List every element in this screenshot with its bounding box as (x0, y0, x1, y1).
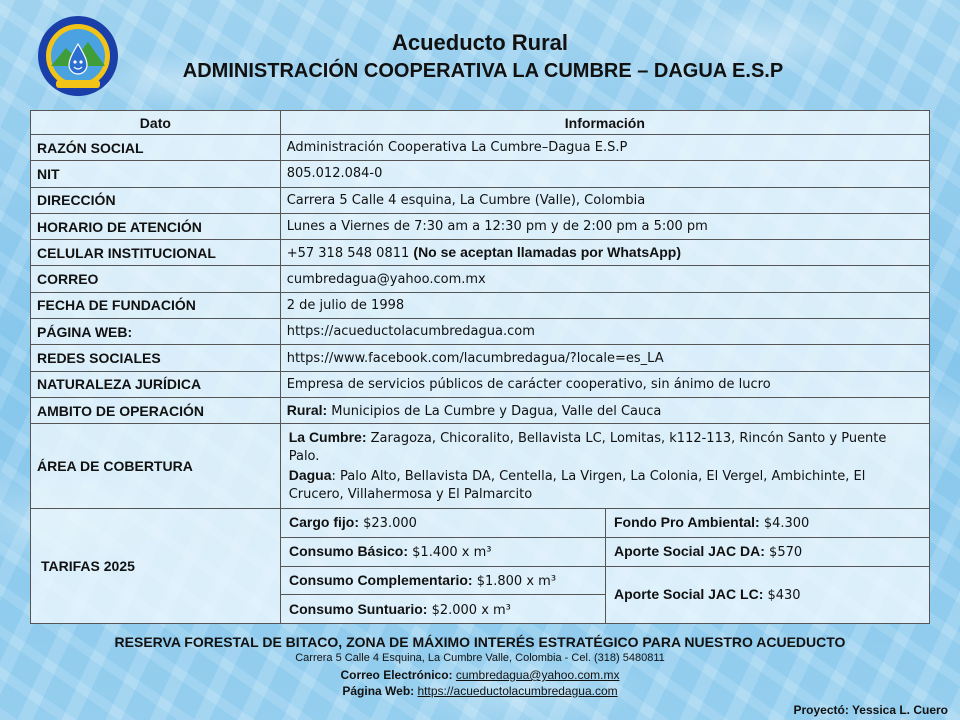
footer-web-label: Página Web: (342, 684, 418, 698)
tariff-value: $2.000 x m³ (427, 602, 511, 618)
row-value: 805.012.084-0 (280, 161, 929, 187)
rural-label: Rural: (286, 402, 328, 419)
row-value: Lunes a Viernes de 7:30 am a 12:30 pm y de 2:00 pm a 5:00 pm (280, 213, 929, 239)
row-key: AMBITO DE OPERACIÓN (31, 397, 281, 423)
tariff-value: $23.000 (359, 516, 417, 532)
phone-number: +57 318 548 0811 (286, 246, 414, 262)
row-value: https://acueductolacumbredagua.com (280, 319, 929, 345)
table-row (31, 397, 930, 423)
operation-scope: Municipios de La Cumbre y Dagua, Valle del Cauca (327, 404, 662, 420)
table-row (31, 292, 930, 318)
row-value: Carrera 5 Calle 4 esquina, La Cumbre (Valle), Colombia (280, 187, 929, 213)
tariff-value: $430 (763, 588, 801, 604)
row-key: FECHA DE FUNDACIÓN (31, 292, 281, 318)
tariff-name: Fondo Pro Ambiental: (614, 514, 760, 531)
row-key: CORREO (31, 266, 281, 292)
row-key: CELULAR INSTITUCIONAL (31, 240, 281, 266)
row-key: HORARIO DE ATENCIÓN (31, 213, 281, 239)
footer-web-link[interactable]: https://acueductolacumbredagua.com (417, 684, 618, 698)
row-key: ÁREA DE COBERTURA (31, 424, 281, 509)
tariff-name: Cargo fijo: (289, 514, 359, 531)
row-key: NIT (31, 161, 281, 187)
tariff-aporte-jac-lc (606, 566, 930, 624)
row-key: DIRECCIÓN (31, 187, 281, 213)
row-key: PÁGINA WEB: (31, 319, 281, 345)
row-key: NATURALEZA JURÍDICA (31, 371, 281, 397)
footer-address: Carrera 5 Calle 4 Esquina, La Cumbre Valle, Colombia - Cel. (318) 5480811 (295, 652, 665, 664)
row-value (280, 397, 929, 423)
row-value: 2 de julio de 1998 (280, 292, 929, 318)
footer-reserve-note: RESERVA FORESTAL DE BITACO, ZONA DE MÁXIMO INTERÉS ESTRATÉGICO PARA NUESTRO ACUEDUCTO (114, 634, 846, 650)
tariff-consumo-complementario (281, 566, 606, 595)
row-value: Empresa de servicios públicos de carácter cooperativo, sin ánimo de lucro (280, 371, 929, 397)
row-value: cumbredagua@yahoo.com.mx (280, 266, 929, 292)
table-header-row (31, 111, 930, 135)
dagua-list: : Palo Alto, Bellavista DA, Centella, La Virgen, La Colonia, El Vergel, Ambichinte, El Crucero, Villahermosa y El Palmarcito (288, 469, 866, 503)
footer-email-label: Correo Electrónico: (340, 668, 456, 682)
credit-text: Proyectó: Yessica L. Cuero (793, 703, 948, 717)
footer-email-link[interactable]: cumbredagua@yahoo.com.mx (455, 668, 620, 682)
table-row (31, 161, 930, 187)
column-header-informacion: Información (280, 111, 929, 135)
tariff-name: Consumo Complementario: (289, 571, 473, 588)
row-key: RAZÓN SOCIAL (31, 135, 281, 161)
page-subtitle: ADMINISTRACIÓN COOPERATIVA LA CUMBRE – DAGUA E.S.P (182, 60, 784, 82)
table-row (31, 240, 930, 266)
tariff-value: $1.800 x m³ (472, 573, 557, 589)
footer-email-line (0, 668, 960, 682)
tariff-name: Aporte Social JAC LC: (614, 586, 764, 603)
la-cumbre-label: La Cumbre: (288, 429, 367, 446)
tariffs-table (30, 508, 930, 624)
whatsapp-note: (No se aceptan llamadas por WhatsApp) (413, 244, 682, 261)
info-table (30, 110, 930, 509)
coverage-la-cumbre (289, 428, 921, 466)
row-key: REDES SOCIALES (31, 345, 281, 371)
tariff-value: $570 (764, 545, 803, 561)
dagua-label: Dagua (288, 467, 332, 484)
page-title: Acueducto Rural (391, 30, 569, 55)
tariff-consumo-suntuario (281, 595, 606, 624)
tariff-name: Aporte Social JAC DA: (614, 543, 765, 560)
table-row (31, 135, 930, 161)
table-row (31, 371, 930, 397)
row-value: https://www.facebook.com/lacumbredagua/?locale=es_LA (280, 345, 929, 371)
row-value (280, 240, 929, 266)
tariff-value: $4.300 (759, 516, 810, 532)
tariff-name: Consumo Básico: (289, 543, 409, 560)
table-row-coverage (31, 424, 930, 509)
footer-web-line (0, 684, 960, 698)
tariff-cargo-fijo (281, 509, 606, 538)
coverage-value (280, 424, 929, 509)
table-row (31, 319, 930, 345)
la-cumbre-list: Zaragoza, Chicoralito, Bellavista LC, Lomitas, k112-113, Rincón Santo y Puente Palo. (288, 431, 887, 465)
row-value: Administración Cooperativa La Cumbre–Dagua E.S.P (280, 135, 929, 161)
tariff-fondo-pro-ambiental (606, 509, 930, 538)
tariff-name: Consumo Suntuario: (289, 600, 428, 617)
column-header-dato: Dato (31, 111, 281, 135)
table-row (31, 187, 930, 213)
tariffs-label: TARIFAS 2025 (31, 509, 281, 624)
coverage-dagua (289, 466, 921, 504)
table-row (31, 345, 930, 371)
cooperative-logo (36, 14, 120, 98)
tariff-aporte-jac-da (606, 537, 930, 566)
tariff-consumo-basico (281, 537, 606, 566)
table-row (31, 266, 930, 292)
table-row (31, 213, 930, 239)
tariff-value: $1.400 x m³ (408, 545, 492, 561)
